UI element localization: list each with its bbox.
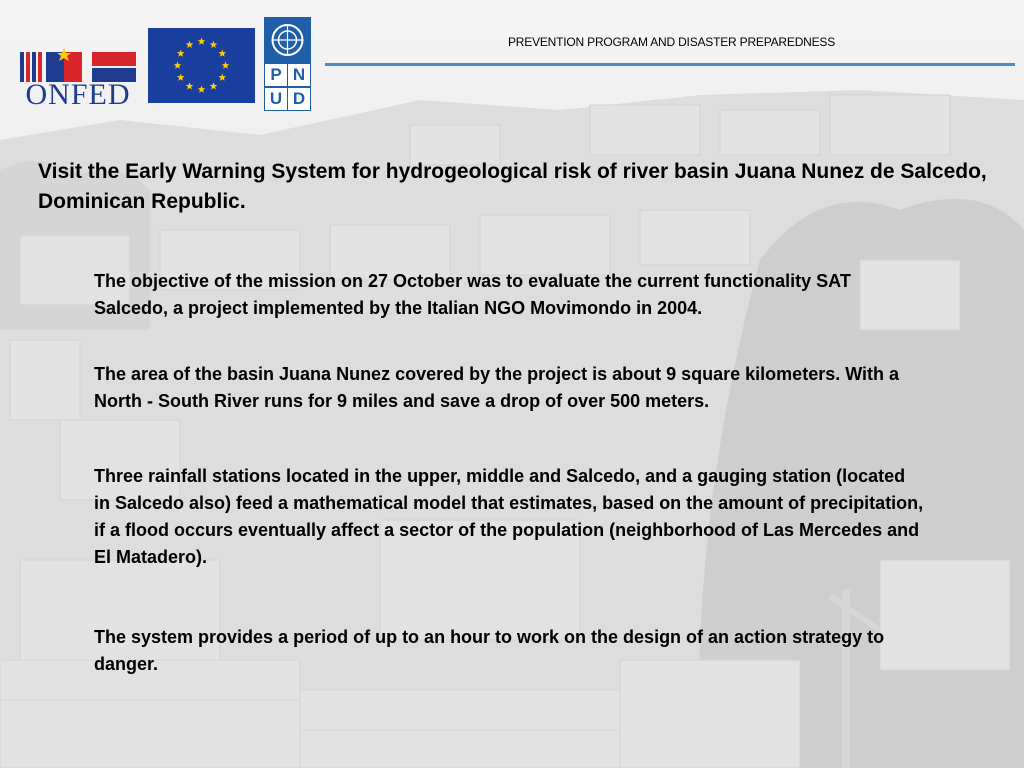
eu-star-icon xyxy=(177,50,185,57)
eu-flag-logo xyxy=(148,28,255,103)
undp-letter-d: D xyxy=(288,88,310,110)
un-emblem-icon xyxy=(264,17,311,63)
eu-star-icon xyxy=(198,86,206,93)
paragraph-rainfall-stations: Three rainfall stations located in the upper, middle and Salcedo, and a gauging station (located in Salcedo also) feed a mathematical model that estimates, based on the amount of precipitation, if a flood occurs eventually affect a sector of the population (neighborhood of Las Mercedes and El Matadero). xyxy=(94,466,924,567)
eu-star-icon xyxy=(174,62,182,69)
eu-star-icon xyxy=(186,41,194,48)
paragraph-basin-area: The area of the basin Juana Nunez covered by the project is about 9 square kilometers. With a North - South River runs for 9 miles and save a drop of over 500 meters. xyxy=(94,364,900,411)
eu-star-icon xyxy=(210,41,218,48)
undp-letter-p: P xyxy=(265,64,287,86)
paragraph-objective: The objective of the mission on 27 October was to evaluate the current functionality SAT Salcedo, a project implemented by the Italian NGO Movimondo in 2004. xyxy=(94,271,851,318)
eu-stars-icon xyxy=(148,28,255,103)
onfed-wordmark: ONFED xyxy=(25,78,131,111)
header-divider xyxy=(325,63,1015,66)
paragraph-warning-period: The system provides a period of up to an hour to work on the design of an action strategy to danger. xyxy=(94,627,885,674)
program-title: PREVENTION PROGRAM AND DISASTER PREPAREDNESS xyxy=(508,35,836,49)
onfed-flags-icon xyxy=(20,48,136,82)
eu-star-icon xyxy=(186,82,194,89)
undp-letter-n: N xyxy=(288,64,310,86)
eu-star-icon xyxy=(222,62,230,69)
eu-star-icon xyxy=(177,74,185,81)
eu-star-icon xyxy=(218,50,226,57)
eu-star-icon xyxy=(218,74,226,81)
slide-heading: Visit the Early Warning System for hydrogeological risk of river basin Juana Nunez de Salcedo, Dominican Republic. xyxy=(38,160,987,213)
undp-letter-u: U xyxy=(265,88,287,110)
onfed-logo xyxy=(18,40,138,111)
undp-logo xyxy=(264,17,311,111)
eu-star-icon xyxy=(210,82,218,89)
eu-star-icon xyxy=(198,38,206,45)
